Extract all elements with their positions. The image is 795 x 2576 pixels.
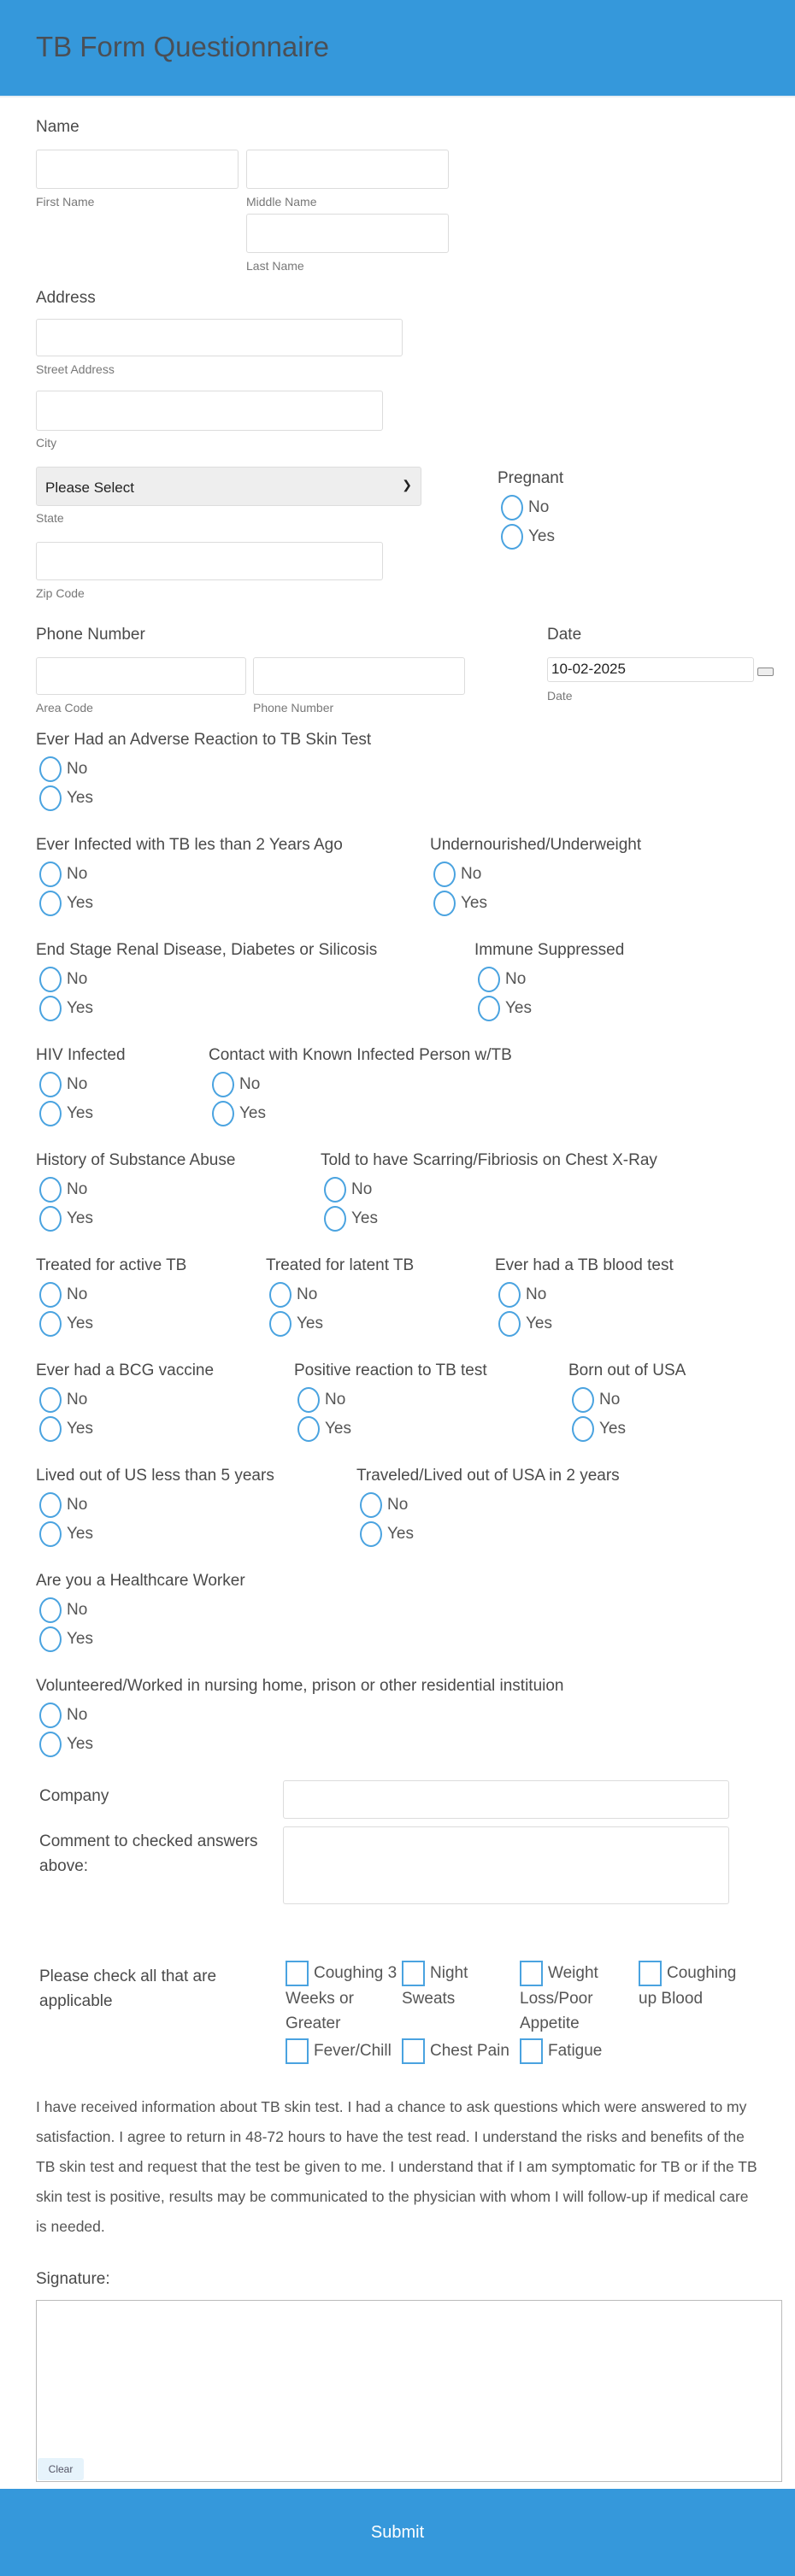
date-label: Date (547, 626, 582, 644)
zip-code-input[interactable] (36, 542, 383, 580)
consent-text: I have received information about TB skin test. I had a chance to ask questions which were answered to my satisfaction. I agree to return in 48-72 hours to have the test read. I understand the risks and benefits of the TB skin test and request that the test be given to me. I understand that if I am symptomatic for TB or if the TB skin test is positive, results may be communicated to the physician with whom I will follow-up if medical care is needed. (36, 2098, 757, 2235)
radio-yes[interactable] (269, 1311, 292, 1337)
company-input[interactable] (283, 1780, 729, 1819)
question-label: Contact with Known Infected Person w/TB (209, 1046, 512, 1064)
option-label: Yes (67, 1209, 93, 1227)
radio-yes[interactable] (39, 785, 62, 811)
question-label: Pregnant (498, 469, 564, 487)
question-label: Immune Suppressed (474, 941, 625, 959)
option-label: Yes (387, 1525, 414, 1543)
zip-code-sublabel: Zip Code (36, 586, 85, 600)
option-yes[interactable] (39, 1520, 274, 1549)
question-group (36, 731, 371, 813)
radio-yes[interactable] (478, 996, 500, 1021)
signature-pad[interactable] (36, 2300, 782, 2482)
option-yes[interactable] (501, 522, 563, 551)
question-label: Born out of USA (568, 1362, 686, 1379)
middle-name-input[interactable] (246, 150, 449, 189)
radio-yes[interactable] (39, 1101, 62, 1126)
radio-no[interactable] (212, 1072, 234, 1097)
symptom-checkbox-item[interactable] (520, 2038, 635, 2064)
question-group (498, 469, 563, 551)
option-yes[interactable] (39, 1309, 186, 1338)
question-label: Told to have Scarring/Fibriosis on Chest X-Ray (321, 1151, 657, 1169)
radio-yes[interactable] (39, 1416, 62, 1442)
option-yes[interactable] (39, 1730, 564, 1759)
option-yes[interactable] (39, 784, 371, 813)
question-label: Traveled/Lived out of USA in 2 years (356, 1467, 620, 1485)
option-label: Yes (461, 894, 487, 912)
radio-no[interactable] (39, 1387, 62, 1413)
radio-no[interactable] (433, 862, 456, 887)
page-title: TB Form Questionnaire (36, 31, 329, 62)
last-name-sublabel: Last Name (246, 259, 304, 273)
question-label: Are you a Healthcare Worker (36, 1572, 245, 1590)
option-label: No (67, 1285, 88, 1303)
city-sublabel: City (36, 436, 57, 450)
question-label: End Stage Renal Disease, Diabetes or Silicosis (36, 941, 378, 959)
option-yes[interactable] (572, 1414, 686, 1444)
question-group (36, 1151, 235, 1233)
option-label: No (461, 865, 482, 883)
option-no[interactable] (39, 1280, 186, 1309)
first-name-input[interactable] (36, 150, 238, 189)
phone-number-input[interactable] (253, 657, 465, 695)
question-group (36, 836, 343, 918)
radio-no[interactable] (39, 756, 62, 782)
option-no[interactable] (39, 1070, 126, 1099)
option-yes[interactable] (212, 1099, 512, 1128)
question-label: Ever had a BCG vaccine (36, 1362, 215, 1379)
radio-no[interactable] (324, 1177, 346, 1203)
phone-label: Phone Number (36, 626, 145, 644)
question-group (36, 1467, 274, 1549)
chevron-down-icon: ❯ (402, 478, 412, 491)
radio-yes[interactable] (39, 1521, 62, 1547)
option-label: No (297, 1285, 318, 1303)
calendar-icon[interactable] (757, 668, 774, 676)
comment-label: Comment to checked answers above: (39, 1832, 258, 1875)
question-label: Volunteered/Worked in nursing home, prison or other residential instituion (36, 1677, 564, 1695)
option-no[interactable] (39, 1175, 235, 1204)
option-yes[interactable] (360, 1520, 620, 1549)
checkbox[interactable] (520, 2038, 543, 2064)
option-label: Yes (67, 1314, 93, 1332)
state-select-value: Please Select (45, 479, 134, 496)
question-group (430, 836, 641, 918)
checkbox-label: Fever/Chill (314, 2042, 392, 2060)
question-group (266, 1256, 414, 1338)
question-group (36, 1572, 245, 1654)
question-label: HIV Infected (36, 1046, 126, 1064)
question-group (209, 1046, 512, 1128)
company-label: Company (39, 1787, 109, 1805)
symptom-checkbox-item[interactable] (520, 1961, 635, 2036)
option-label: No (67, 1706, 88, 1724)
checkbox[interactable] (286, 2038, 309, 2064)
option-yes[interactable] (433, 889, 641, 918)
address-label: Address (36, 289, 96, 307)
option-label: Yes (67, 894, 93, 912)
symptom-checkbox-item[interactable] (639, 1961, 754, 2011)
option-yes[interactable] (39, 1414, 214, 1444)
option-label: Yes (599, 1420, 626, 1438)
question-group (36, 1046, 126, 1128)
option-label: Yes (67, 1420, 93, 1438)
option-label: Yes (67, 1525, 93, 1543)
radio-yes[interactable] (39, 1206, 62, 1232)
option-no[interactable] (39, 1491, 274, 1520)
option-label: Yes (67, 1104, 93, 1122)
question-group (294, 1362, 487, 1444)
radio-no[interactable] (360, 1492, 382, 1518)
question-label: Treated for active TB (36, 1256, 187, 1274)
option-label: No (67, 970, 88, 988)
checkbox[interactable] (520, 1961, 543, 1986)
middle-name-sublabel: Middle Name (246, 195, 317, 209)
comment-textarea[interactable] (283, 1826, 729, 1904)
radio-no[interactable] (39, 1177, 62, 1203)
checkbox-label: Coughing 3 Weeks or Greater (286, 1964, 398, 2032)
option-label: No (239, 1075, 261, 1093)
question-group (36, 1362, 214, 1444)
option-label: No (528, 498, 550, 516)
option-no[interactable] (501, 493, 563, 522)
option-no[interactable] (572, 1385, 686, 1414)
question-group (36, 1677, 564, 1759)
option-label: No (67, 1391, 88, 1409)
option-label: No (351, 1180, 373, 1198)
option-yes[interactable] (39, 1204, 235, 1233)
option-no[interactable] (39, 860, 343, 889)
option-label: Yes (505, 999, 532, 1017)
checkbox-label: Weight Loss/Poor Appetite (520, 1964, 598, 2032)
radio-no[interactable] (572, 1387, 594, 1413)
checkbox[interactable] (402, 1961, 425, 1986)
name-label: Name (36, 118, 80, 136)
checkbox[interactable] (402, 2038, 425, 2064)
option-label: Yes (297, 1314, 323, 1332)
option-no[interactable] (478, 965, 624, 994)
radio-yes[interactable] (498, 1311, 521, 1337)
checkbox[interactable] (639, 1961, 662, 1986)
radio-yes[interactable] (212, 1101, 234, 1126)
street-address-input[interactable] (36, 319, 403, 356)
option-no[interactable] (360, 1491, 620, 1520)
option-label: Yes (351, 1209, 378, 1227)
option-no[interactable] (498, 1280, 674, 1309)
symptom-checkbox-item[interactable] (402, 2038, 517, 2064)
option-label: Yes (67, 1630, 93, 1648)
checkbox-label: Coughing up Blood (639, 1964, 737, 2008)
option-yes[interactable] (498, 1309, 674, 1338)
question-label: Ever had a TB blood test (495, 1256, 674, 1274)
option-no[interactable] (324, 1175, 657, 1204)
radio-no[interactable] (39, 1597, 62, 1623)
option-label: No (505, 970, 527, 988)
symptom-checkbox-item[interactable] (286, 2038, 401, 2064)
question-label: Lived out of US less than 5 years (36, 1467, 274, 1485)
option-label: No (67, 1075, 88, 1093)
phone-number-sublabel: Phone Number (253, 701, 334, 715)
question-label: Ever Infected with TB les than 2 Years Ago (36, 836, 343, 854)
option-no[interactable] (39, 1596, 245, 1625)
radio-no[interactable] (478, 967, 500, 992)
option-label: No (67, 865, 88, 883)
radio-no[interactable] (39, 1492, 62, 1518)
radio-yes[interactable] (324, 1206, 346, 1232)
option-label: No (67, 760, 88, 778)
city-input[interactable] (36, 391, 383, 431)
radio-yes[interactable] (39, 996, 62, 1021)
option-yes[interactable] (39, 994, 377, 1023)
option-yes[interactable] (39, 1625, 245, 1654)
option-label: No (599, 1391, 621, 1409)
option-no[interactable] (269, 1280, 414, 1309)
radio-no[interactable] (39, 1703, 62, 1728)
radio-no[interactable] (39, 862, 62, 887)
option-label: Yes (526, 1314, 552, 1332)
option-no[interactable] (212, 1070, 512, 1099)
submit-button[interactable]: Submit (0, 2489, 795, 2576)
question-group (356, 1467, 620, 1549)
option-no[interactable] (39, 965, 377, 994)
option-yes[interactable] (297, 1414, 487, 1444)
checkbox-label: Night Sweats (402, 1964, 468, 2008)
option-label: No (526, 1285, 547, 1303)
symptom-checkbox-item[interactable] (402, 1961, 517, 2011)
radio-yes[interactable] (501, 524, 523, 550)
state-select[interactable] (36, 467, 421, 506)
radio-yes[interactable] (572, 1416, 594, 1442)
radio-no[interactable] (39, 967, 62, 992)
option-yes[interactable] (269, 1309, 414, 1338)
option-no[interactable] (39, 1385, 214, 1414)
radio-no[interactable] (269, 1282, 292, 1308)
option-no[interactable] (39, 755, 371, 784)
option-label: Yes (239, 1104, 266, 1122)
radio-no[interactable] (39, 1072, 62, 1097)
option-label: Yes (67, 1735, 93, 1753)
radio-no[interactable] (501, 495, 523, 520)
option-yes[interactable] (478, 994, 624, 1023)
checkbox[interactable] (286, 1961, 309, 1986)
area-code-sublabel: Area Code (36, 701, 93, 715)
question-group (495, 1256, 674, 1338)
question-group (36, 941, 377, 1023)
option-yes[interactable] (39, 1099, 126, 1128)
option-no[interactable] (433, 860, 641, 889)
street-address-sublabel: Street Address (36, 362, 115, 376)
option-label: Yes (528, 527, 555, 545)
option-label: No (67, 1601, 88, 1619)
radio-yes[interactable] (433, 891, 456, 916)
radio-yes[interactable] (360, 1521, 382, 1547)
last-name-input[interactable] (246, 214, 449, 253)
question-group (36, 1256, 186, 1338)
option-label: No (325, 1391, 346, 1409)
radio-yes[interactable] (39, 891, 62, 916)
option-yes[interactable] (324, 1204, 657, 1233)
option-label: Yes (67, 789, 93, 807)
signature-label: Signature: (36, 2270, 110, 2288)
question-label: History of Substance Abuse (36, 1151, 236, 1169)
option-label: No (67, 1180, 88, 1198)
radio-yes[interactable] (39, 1732, 62, 1757)
option-no[interactable] (297, 1385, 487, 1414)
option-yes[interactable] (39, 889, 343, 918)
option-label: Yes (325, 1420, 351, 1438)
question-group (321, 1151, 657, 1233)
radio-no[interactable] (498, 1282, 521, 1308)
question-label: Undernourished/Underweight (430, 836, 642, 854)
date-input[interactable]: 10-02-2025 (547, 657, 754, 682)
checkbox-label: Fatigue (548, 2042, 603, 2060)
question-group (568, 1362, 686, 1444)
question-label: Treated for latent TB (266, 1256, 415, 1274)
state-sublabel: State (36, 511, 64, 525)
radio-yes[interactable] (39, 1311, 62, 1337)
date-sublabel: Date (547, 689, 573, 703)
question-label: Ever Had an Adverse Reaction to TB Skin Test (36, 731, 372, 749)
radio-yes[interactable] (297, 1416, 320, 1442)
question-group (474, 941, 624, 1023)
option-label: Yes (67, 999, 93, 1017)
radio-yes[interactable] (39, 1626, 62, 1652)
radio-no[interactable] (39, 1282, 62, 1308)
symptoms-label: Please check all that are applicable (39, 1967, 217, 2010)
question-label: Positive reaction to TB test (294, 1362, 487, 1379)
option-label: No (67, 1496, 88, 1514)
first-name-sublabel: First Name (36, 195, 95, 209)
area-code-input[interactable] (36, 657, 246, 695)
option-no[interactable] (39, 1701, 564, 1730)
option-label: No (387, 1496, 409, 1514)
checkbox-label: Chest Pain (430, 2042, 509, 2060)
symptom-checkbox-item[interactable] (286, 1961, 401, 2036)
radio-no[interactable] (297, 1387, 320, 1413)
clear-signature-button[interactable]: Clear (38, 2458, 84, 2480)
